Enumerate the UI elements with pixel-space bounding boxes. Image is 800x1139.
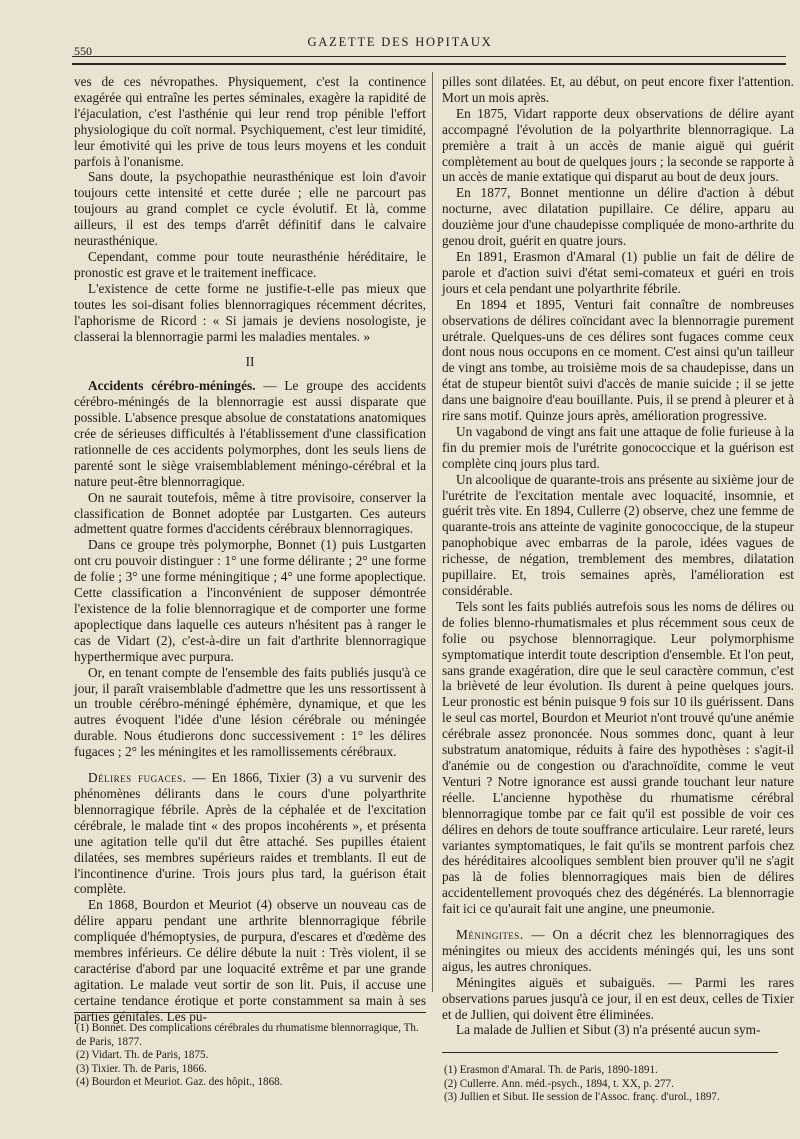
paragraph: Méningites aiguës et subaiguës. — Parmi les rares observations parues jusqu'à ce jour, il en est deux, celles de Tixier et de Jullien, qui doivent être éliminées. — [442, 974, 794, 1022]
paragraph: En 1875, Vidart rapporte deux observations de délire ayant accompagné l'évolution de la polyarthrite blennorragique. La première a trait à un accès de manie aiguë qui guérit complètement au bout de quelques jours ; la seconde se rapporte à un accès de manie extatique qui disparut au bout de deux jours. — [442, 105, 794, 185]
footnotes-right — [444, 1064, 784, 1105]
paragraph: En 1868, Bourdon et Meuriot (4) observe un nouveau cas de délire apparu pendant une arthrite blennorragique fébrile compliquée d'hémoptysies, de purpura, d'escares et d'œdème des membres inférieurs. Ce délire débute la nuit : Très violent, il se caractérise d'abord par une loquacité extrême et par une grande agitation. Le malade veut sortir de son lit. Puis, il accuse une certaine tendance érotique et porte constamment sa main à ses parties génitales. Les pu- — [74, 897, 426, 1024]
footnote-rule — [442, 1052, 778, 1053]
section-number: II — [245, 354, 255, 370]
paragraph: En 1891, Erasmon d'Amaral (1) publie un fait de délire de parole et d'action suivi d'état semi-comateux et guéri en trois jours et cela pendant une polyarthrite fébrile. — [442, 248, 794, 296]
paragraph: Accidents cérébro-méningés. — Le groupe des accidents cérébro-méningés de la blennorragie est aussi disparate que possible. L'absence presque absolue de constatations anatomiques crée de sérieuses difficultés à l'établissement d'une classification rationnelle de ces accidents polymorphes, dont les seuls liens de parenté sont le siège vraisemblablement méningo-cérébral et la nature peut-être blennorragique. — [74, 378, 426, 489]
footnote: (3) Jullien et Sibut. IIe session de l'Assoc. franç. d'urol., 1897. — [444, 1091, 720, 1104]
paragraph: Cependant, comme pour toute neurasthénie héréditaire, le pronostic est grave et le traitement inefficace. — [74, 248, 426, 280]
page-number: 550 — [74, 44, 92, 58]
footnote-rule — [74, 1012, 426, 1013]
left-column — [74, 74, 426, 1025]
paragraph: Délires fugaces. — En 1866, Tixier (3) a vu survenir des phénomènes délirants dans le cours d'une polyarthrite blennorragique fébrile. Après de la céphalée et de l'excitation cérébrale, le malade tint « des propos incohérents », et présenta une agitation telle qu'il dut être attaché. Ses pupilles étaient dilatées, ses membres supérieurs raides et tremblants. Il eut de l'incontinence d'urine. Trois jours plus tard, la guérison était complète. — [74, 770, 426, 897]
paragraph: On ne saurait toutefois, même à titre provisoire, conserver la classification de Bonnet adoptée par Lustgarten. Ces auteurs admettent quatre formes d'accidents cérébraux blennorragiques. — [74, 489, 426, 537]
paragraph: Sans doute, la psychopathie neurasthénique est loin d'avoir toujours cette intensité et cette durée ; elle ne parcourt pas toujours au grand complet ce cycle évolutif. Et là, comme ailleurs, il est des temps d'arrêt définitif dans le calvaire neurasthénique. — [74, 169, 426, 249]
paragraph: Un alcoolique de quarante-trois ans présente au sixième jour de l'urétrite de l'excitation mentale avec loquacité, insomnie, et guérit très vite. En 1894, Cullerre (2) observe, chez une femme de quarante-trois ans atteinte de vaginite gonococcique, de la stupeur panophobique avec embarras de la parole, idées vagues de richesse, de négation, tremblement des membres, dilatation pupillaire. Et, trois semaines après, l'amélioration est considérable. — [442, 471, 794, 598]
footnote: (2) Cullerre. Ann. méd.-psych., 1894, t. XX, p. 277. — [444, 1077, 674, 1090]
paragraph: ves de ces névropathes. Physiquement, c'est la continence exagérée qui entraîne les pertes séminales, exagère la rapidité de l'éjaculation, c'est l'asthénie qui leur rend trop pénible l'effort physiologique du coït normal. Psychiquement, c'est leur timidité, leur émotivité qui les prive de tous leurs moyens et les conduit parfois à l'onanisme. — [74, 74, 426, 169]
footnote: (3) Tixier. Th. de Paris, 1866. — [76, 1062, 207, 1075]
paragraph: En 1894 et 1895, Venturi fait connaître de nombreuses observations de délires coïncidant avec la blennorragie purement urétrale. Quelques-uns de ces délires sont fugaces comme ceux dont nous nous occupons en ce moment. C'est ainsi qu'un tailleur de vingt ans tombe, au troisième mois de sa chaudepisse, dans un état de stupeur bientôt suivi d'accès de manie suicide ; il se jette dans une baignoire d'eau bouillante. Puis, il se prend à pleurer et à rire sans motif. Quinze jours après, amélioration progressive. — [442, 296, 794, 424]
footnote: (1) Erasmon d'Amaral. Th. de Paris, 1890-1891. — [444, 1064, 658, 1076]
subsection-heading: Délires fugaces. — [88, 770, 187, 786]
paragraph: L'existence de cette forme ne justifie-t-elle pas mieux que toutes les soi-disant folies blennorragiques récemment décrites, l'aphorisme de Ricord : « Si jamais je deviens nosologiste, je classerai la blennorragie parmi les maladies mentales. » — [74, 280, 426, 344]
paragraph: Un vagabond de vingt ans fait une attaque de folie furieuse à la fin du premier mois de l'urétrite gonococcique et la guérison est complète cinq jours plus tard. — [442, 423, 794, 471]
paragraph: pilles sont dilatées. Et, au début, on peut encore fixer l'attention. Mort un mois après. — [442, 74, 794, 105]
footnote: (1) Bonnet. Des complications cérébrales du rhumatisme blennorragique, Th. de Paris, 1877. — [76, 1022, 419, 1048]
header-rule-thin — [72, 56, 786, 57]
paragraph: En 1877, Bonnet mentionne un délire d'action à début nocturne, avec dilatation pupillaire. Ce délire, apparu au douzième jour d'une chaudepisse compliquée de mono-arthrite du genou droit, guérit en quatre jours. — [442, 185, 794, 249]
paragraph: Tels sont les faits publiés autrefois sous les noms de délires ou de folies blenno-rhumatismales et plus récemment sous ceux de folie ou psychose blennorragique. Leur polymorphisme symptomatique interdit toute description d'ensemble. Et l'on peut, sans grande exagération, dire que le seul caractère commun, c'est la brièveté de leur évolution. Ils durent à peine quelques jours. Leur pronostic est bénin puisque 9 fois sur 10 ils guérissent. Dans le seul cas mortel, Bourdon et Meuriot n'ont trouvé qu'une anémie cérébrale assez prononcée. Nous sommes donc, quant à leur substratum anatomique, réduits à faire des hypothèses : s'agit-il d'anémie ou de congestion ou d'arachnoïdite, comme le veut Venturi ? Notre ignorance est aussi grande touchant leur nature réelle. L'ancienne hypothèse du rhumatisme cérébral blennorragique tombe par ce fait qu'il est possible de voir ces délires en dehors de toute souffrance articulaire. Leur rareté, leurs variantes symptomatiques, le fait qu'ils se montrent parfois chez des héréditaires alcooliques semblent bien prouver qu'il ne s'agit pas là de folies blennorragiques mais bien de délires accidentellement provoqués chez des dégénérés. La blennorragie fait ici ce qu'aurait fait une angine, une pneumonie. — [442, 598, 794, 917]
paragraph: Or, en tenant compte de l'ensemble des faits publiés jusqu'à ce jour, il paraît vraisemblable d'admettre que les uns ressortissent à un trouble cérébro-méningé éphémère, dynamique, et que les autres évoquent l'idée d'une lésion cérébrale ou méningée durable. Nous étudierons donc successivement : 1° les délires fugaces ; 2° les méningites et les ramollissements cérébraux. — [74, 664, 426, 760]
footnote: (4) Bourdon et Meuriot. Gaz. des hôpit., 1868. — [76, 1076, 283, 1089]
footnotes-left — [76, 1022, 428, 1090]
column-divider — [432, 72, 433, 992]
header-rule-thick — [72, 63, 786, 65]
subsection-heading: Méningites. — [456, 927, 524, 943]
section-heading: Accidents cérébro-méningés. — [88, 378, 256, 394]
running-head: GAZETTE DES HOPITAUX — [307, 35, 493, 49]
paragraph: Dans ce groupe très polymorphe, Bonnet (1) puis Lustgarten ont cru pouvoir distinguer : 1° une forme délirante ; 2° une forme de folie ; 3° une forme méningitique ; 4° une forme apoplectique. Cette classification a l'inconvénient de supposer démontrée l'existence de la folie blennorragique et de comporter une forme apoplectique dans laquelle ces auteurs n'hésitent pas à ranger le cas de Vidart (2), c'est-à-dire un fait d'arthrite blennorragique hyperthermique avec purpura. — [74, 537, 426, 664]
right-column — [442, 74, 794, 1038]
paragraph: Méningites. — On a décrit chez les blennorragiques des méningites ou mieux des accidents méningés qui, les uns sont aigus, les autres chroniques. — [442, 927, 794, 974]
paragraph: La malade de Jullien et Sibut (3) n'a présenté aucun sym- — [456, 1022, 761, 1038]
footnote: (2) Vidart. Th. de Paris, 1875. — [76, 1049, 209, 1062]
